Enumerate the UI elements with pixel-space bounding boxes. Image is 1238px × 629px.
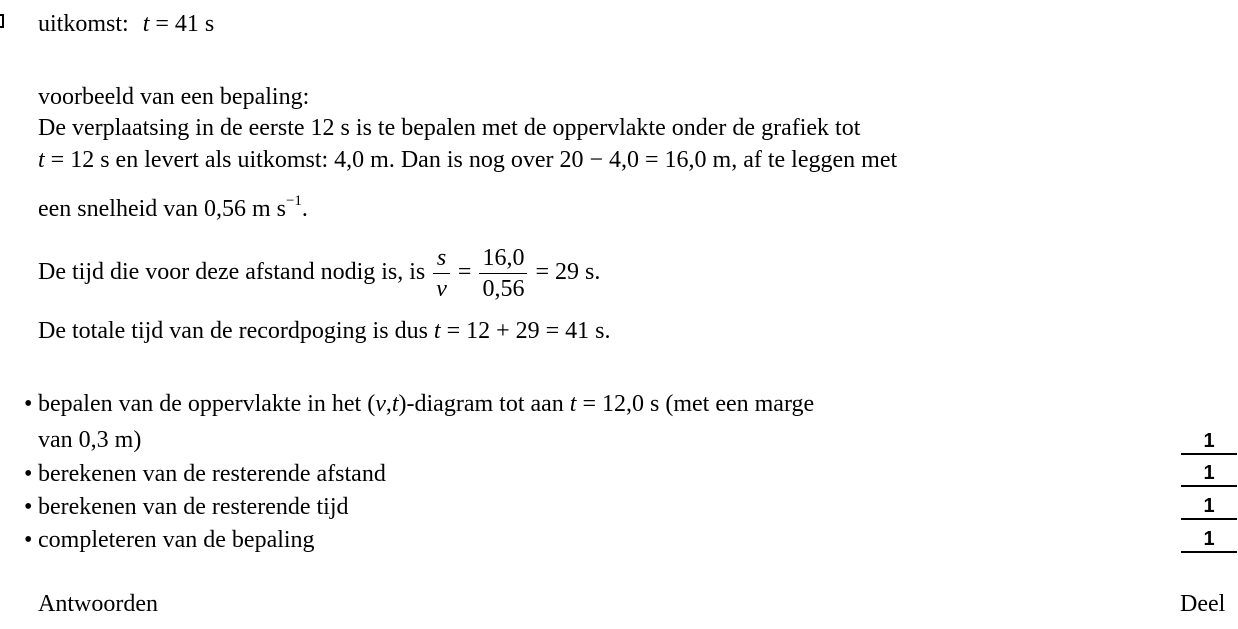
example-line-1: De verplaatsing in de eerste 12 s is te bepalen met de oppervlakte onder de grafiek tot: [38, 115, 861, 141]
score-4: 1: [1181, 527, 1237, 553]
example-line-3-exponent: −1: [285, 193, 302, 209]
fraction-equals-1: =: [451, 259, 478, 285]
score-3: 1: [1181, 494, 1237, 520]
criterion-3: [24, 493, 349, 521]
outcome-eq: = 41 s: [149, 11, 215, 37]
criterion-1-t2: t: [569, 391, 577, 417]
score-2: 1: [1181, 461, 1237, 487]
example-line-2: [38, 146, 897, 174]
outcome-var: t: [142, 11, 150, 37]
fraction-denominator: 0,56: [482, 275, 525, 302]
bullet: •: [24, 461, 33, 487]
footer-right: Deel: [1180, 591, 1226, 617]
example-line-2-var: t: [38, 147, 45, 173]
criterion-4-text: completeren van de bepaling: [38, 527, 315, 553]
criterion-1-comma: ,: [385, 391, 392, 417]
criterion-1-text-b: )-diagram tot aan: [398, 391, 570, 417]
score-1: 1: [1181, 429, 1237, 455]
example-line-5-text: De totale tijd van de recordpoging is dus: [38, 318, 434, 344]
fraction-denominator: v: [436, 275, 447, 302]
fraction-numerator: 16,0: [479, 243, 527, 274]
example-heading: voorbeeld van een bepaling:: [38, 84, 310, 110]
footer-left: Antwoorden: [38, 591, 158, 617]
criterion-4: [24, 526, 315, 554]
example-line-3: [38, 195, 308, 223]
criterion-3-text: berekenen van de resterende tijd: [38, 494, 349, 520]
bullet: •: [24, 494, 33, 520]
outcome-label: uitkomst:: [38, 11, 129, 37]
criterion-1-v: v: [375, 391, 386, 417]
fraction-numerator: s: [433, 243, 450, 274]
example-line-5-rest: = 12 + 29 = 41 s.: [440, 318, 611, 344]
criterion-2: [24, 460, 386, 488]
bullet: •: [24, 391, 33, 417]
criterion-2-text: berekenen van de resterende afstand: [38, 461, 386, 487]
bullet: •: [24, 527, 33, 553]
example-line-3-end: .: [301, 196, 308, 222]
criterion-1-text-c: = 12,0 s (met een marge: [576, 391, 815, 417]
criterion-1-continuation: van 0,3 m): [38, 427, 142, 453]
fraction-numeric: [479, 243, 527, 304]
example-line-5: [38, 317, 611, 345]
example-line-3-text: een snelheid van 0,56 m s: [38, 196, 286, 222]
fraction-s-over-v: [433, 243, 450, 304]
criterion-1: [24, 390, 814, 418]
example-line-4: [38, 241, 600, 303]
example-line-4-text: De tijd die voor deze afstand nodig is, is: [38, 259, 432, 285]
example-line-5-var: t: [433, 318, 441, 344]
outcome-line: [38, 10, 214, 38]
checkbox-marker: [0, 14, 4, 28]
example-line-2-rest: = 12 s en levert als uitkomst: 4,0 m. Dan is nog over 20 − 4,0 = 16,0 m, af te leggen met: [44, 147, 898, 173]
fraction-equals-2: = 29 s.: [529, 259, 601, 285]
criterion-1-text-a: bepalen van de oppervlakte in het (: [38, 391, 376, 417]
criterion-1-t: t: [391, 391, 399, 417]
